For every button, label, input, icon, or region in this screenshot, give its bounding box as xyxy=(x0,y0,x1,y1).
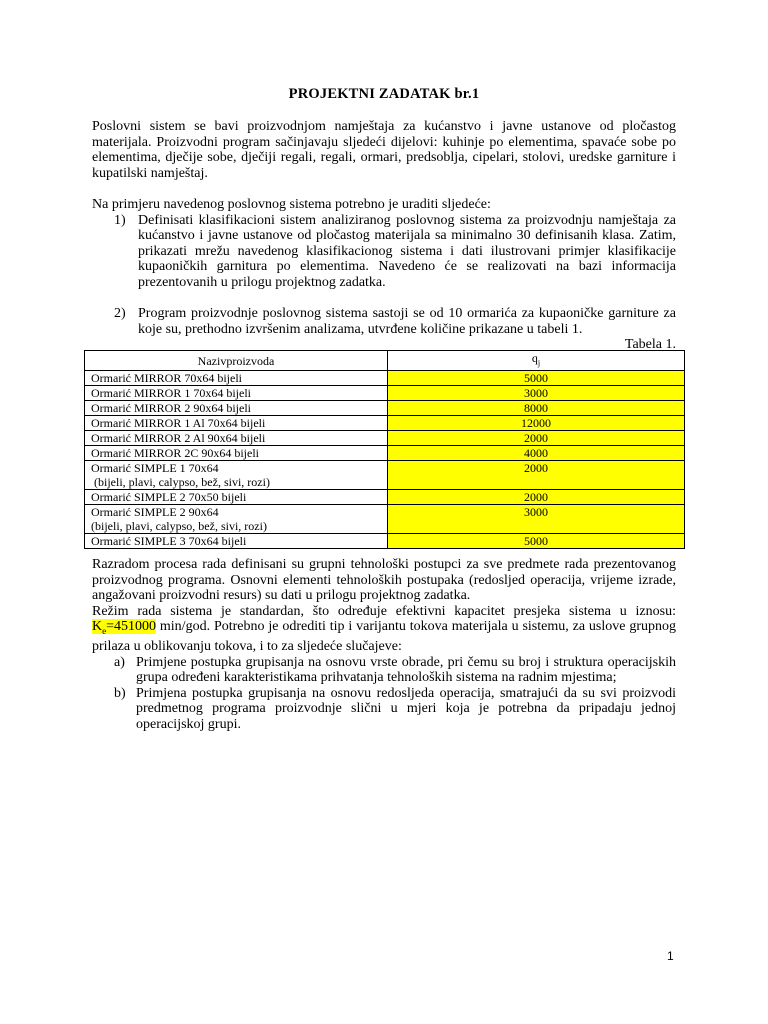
case-letter: a) xyxy=(114,654,125,670)
quantity-cell: 8000 xyxy=(388,401,685,416)
quantity-cell: 2000 xyxy=(388,461,685,490)
quantity-cell: 5000 xyxy=(388,371,685,386)
task-text: Definisati klasifikacioni sistem analiziranog poslovnog sistema za proizvodnju namještaja za kućanstvo i javne ustanove od pločastog materijala sa minimalno 30 definisanih klasa. Zatim, prikazati mrežu navedenog klasifikacionog sistema i dati ilustrovani primjer klasifikacije kupaoničkih garnitura po elementima. Navedeno će se realizovati na bazi informacija prezentovanih u prilogu projektnog zadatka. xyxy=(138,212,676,290)
product-name-cell: Ormarić SIMPLE 2 90x64 (bijeli, plavi, calypso, bež, sivi, rozi) xyxy=(85,505,388,534)
table-row xyxy=(85,490,685,505)
case-item xyxy=(92,655,676,686)
table-row xyxy=(85,431,685,446)
table-row xyxy=(85,371,685,386)
task-item xyxy=(92,213,676,291)
table-row xyxy=(85,386,685,401)
case-text: Primjene postupka grupisanja na osnovu vrste obrade, pri čemu su broj i struktura operacijskih grupa određeni karakteristikama prihvatanja tehnoloških sistema na radnim mjestima; xyxy=(136,654,676,686)
product-name-cell: Ormarić SIMPLE 3 70x64 bijeli xyxy=(85,534,388,549)
table-row xyxy=(85,505,685,534)
task-item xyxy=(92,306,676,337)
intro-paragraph: Poslovni sistem se bavi proizvodnjom namještaja za kućanstvo i javne ustanove od pločastog materijala. Proizvodni program sačinjavaju sljedeći dijelovi: kuhinje po elementima, spavaće sobe po elementima, dječije sobe, dječiji regali, regali, ormari, predsoblja, cipelari, stolovi, uredske garniture i kupatilski namještaj. xyxy=(92,119,676,181)
case-letter: b) xyxy=(114,685,126,701)
quantity-cell: 5000 xyxy=(388,534,685,549)
case-list xyxy=(92,655,676,733)
task-list xyxy=(92,213,676,338)
quantity-cell: 12000 xyxy=(388,416,685,431)
quantity-cell: 2000 xyxy=(388,490,685,505)
product-name-cell: Ormarić MIRROR 70x64 bijeli xyxy=(85,371,388,386)
product-name-cell: Ormarić SIMPLE 2 70x50 bijeli xyxy=(85,490,388,505)
capacity-paragraph: Režim rada sistema je standardan, što određuje efektivni kapacitet presjeka sistema u iznosu: $K_e=451000$ min/god. Potrebno je odrediti tip i varijantu tokova materijala u sistemu, za uslove grupnog prilaza u oblikovanju tokova, i to za sljedeće slučajeve: xyxy=(92,603,676,655)
product-name-cell: Ormarić MIRROR 1 70x64 bijeli xyxy=(85,386,388,401)
document-title: PROJEKTNI ZADATAK br.1 xyxy=(288,86,480,102)
table-header-row xyxy=(85,351,685,371)
document-page-top xyxy=(92,86,676,352)
table-row xyxy=(85,461,685,490)
table-row xyxy=(85,416,685,431)
product-name-cell: Ormarić MIRROR 2 Al 90x64 bijeli xyxy=(85,431,388,446)
spacer xyxy=(92,181,676,197)
page-number: 1 xyxy=(667,949,674,963)
document-page-bottom xyxy=(92,557,676,732)
task-number: 1) xyxy=(114,212,126,228)
task-intro: Na primjeru navedenog poslovnog sistema potrebno je uraditi sljedeće: xyxy=(92,197,491,212)
product-name-cell: Ormarić MIRROR 1 Al 70x64 bijeli xyxy=(85,416,388,431)
case-text: Primjena postupka grupisanja na osnovu redosljeda operacija, smatrajući da su svi proizvodi predmetnog programa proizvodnje slični u mjeri koja je potrebna da pripadaju jednoj operacijskoj grupi. xyxy=(136,685,676,732)
product-name-cell: Ormarić MIRROR 2 90x64 bijeli xyxy=(85,401,388,416)
product-name-cell: Ormarić SIMPLE 1 70x64 (bijeli, plavi, calypso, bež, sivi, rozi) xyxy=(85,461,388,490)
task-text: Program proizvodnje poslovnog sistema sastoji se od 10 ormarića za kupaoničke garniture za koje su, prethodno izvršenim analizama, utvrđene količine prikazane u tabeli 1. xyxy=(138,306,676,337)
quantity-cell: 3000 xyxy=(388,505,685,534)
quantity-cell: 3000 xyxy=(388,386,685,401)
quantity-cell: 2000 xyxy=(388,431,685,446)
header-quantity: $q_j$ xyxy=(388,351,685,371)
case-item xyxy=(92,686,676,733)
quantity-cell: 4000 xyxy=(388,446,685,461)
process-paragraph: Razradom procesa rada definisani su grupni tehnološki postupci za sve predmete rada prezentovanog proizvodnog programa. Osnovni elementi tehnoloških postupaka (redosljed operacija, vrijeme izrade, angažovani proizvodni resurs) su dati u prilogu projektnog zadatka. xyxy=(92,557,676,603)
product-name-cell: Ormarić MIRROR 2C 90x64 bijeli xyxy=(85,446,388,461)
task-number: 2) xyxy=(114,306,126,321)
table-body xyxy=(85,371,685,549)
table-row xyxy=(85,401,685,416)
spacer xyxy=(92,290,676,306)
table-caption: Tabela 1. xyxy=(624,337,676,352)
quantity-table xyxy=(84,350,685,549)
table-row xyxy=(85,534,685,549)
capacity-value: $K_e=451000$ xyxy=(92,619,157,636)
header-product-name: Nazivproizvoda xyxy=(85,351,388,371)
table-row xyxy=(85,446,685,461)
